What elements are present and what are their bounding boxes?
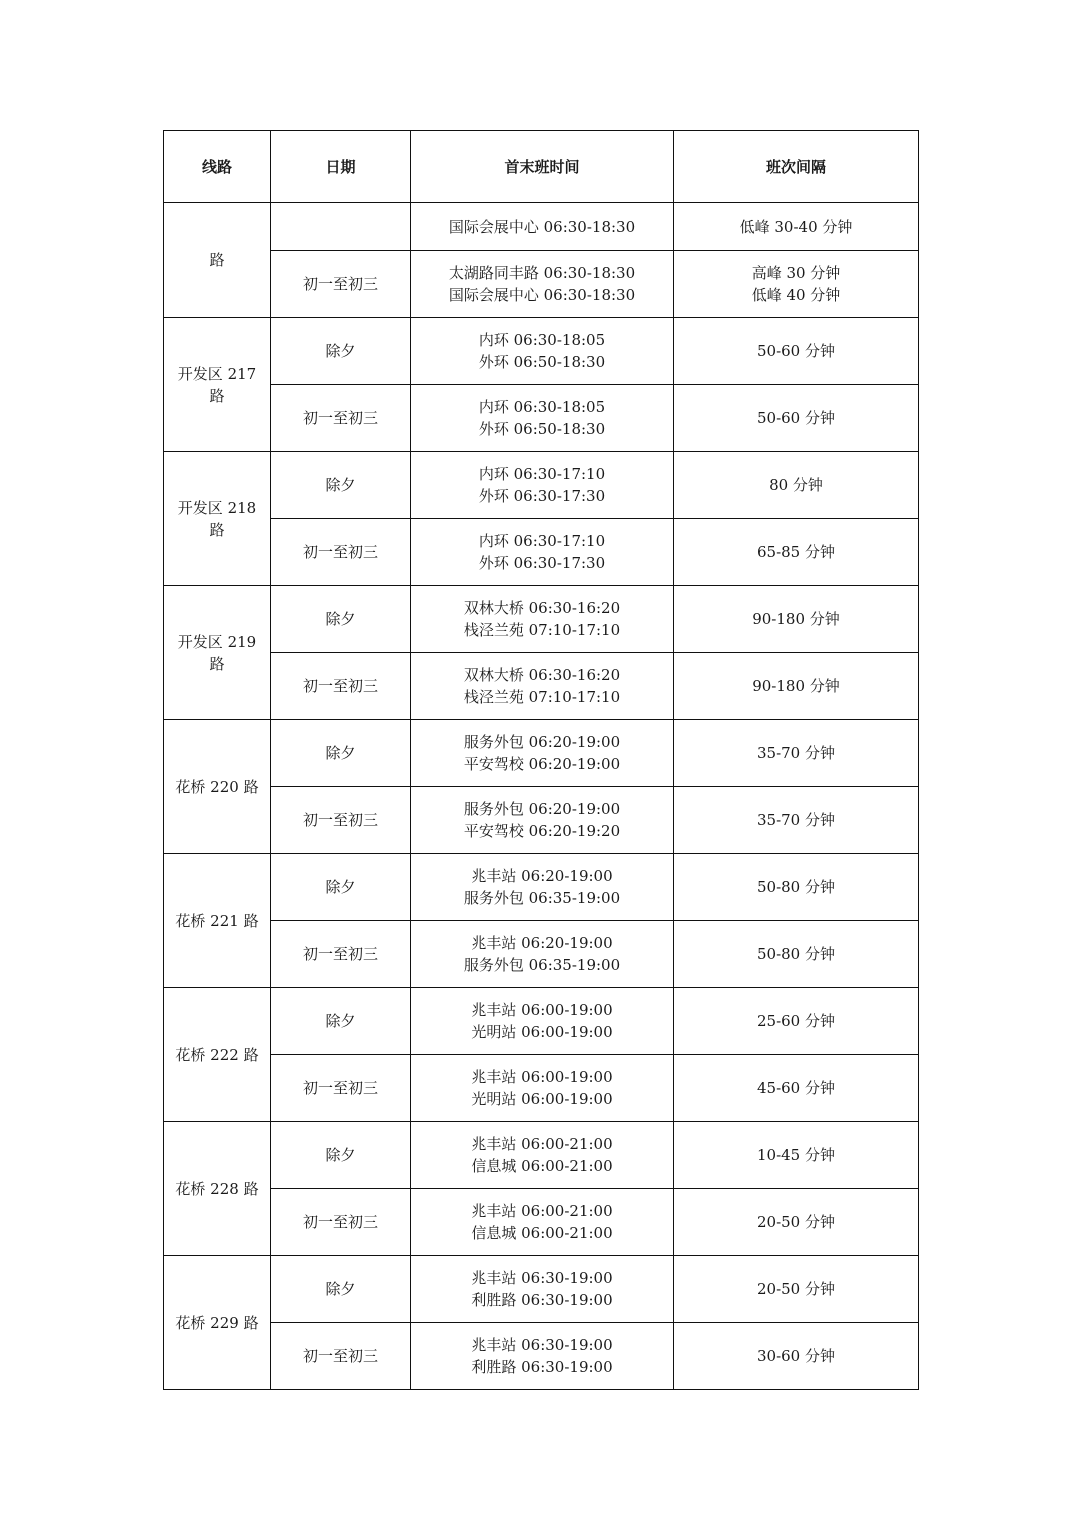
route-cell bbox=[164, 854, 271, 988]
date-cell: 除夕 bbox=[271, 586, 411, 653]
header-date: 日期 bbox=[271, 131, 411, 203]
table-row bbox=[164, 854, 919, 921]
table-row bbox=[164, 988, 919, 1055]
time-cell bbox=[411, 921, 674, 988]
interval-cell: 45-60 分钟 bbox=[674, 1055, 919, 1122]
header-route: 线路 bbox=[164, 131, 271, 203]
time-line: 服务外包 06:20-19:00 bbox=[463, 800, 621, 818]
route-name-line: 路 bbox=[209, 520, 225, 539]
time-line: 外环 06:50-18:30 bbox=[478, 353, 606, 371]
route-name-line: 开发区 217 bbox=[177, 364, 257, 383]
time-line: 光明站 06:00-19:00 bbox=[471, 1090, 613, 1108]
route-name-line: 花桥 220 路 bbox=[175, 777, 259, 796]
time-line: 利胜路 06:30-19:00 bbox=[471, 1291, 613, 1309]
route-cell bbox=[164, 1122, 271, 1256]
time-line: 双林大桥 06:30-16:20 bbox=[463, 599, 621, 617]
table-row bbox=[164, 452, 919, 519]
time-line: 利胜路 06:30-19:00 bbox=[471, 1358, 613, 1376]
table-row bbox=[164, 653, 919, 720]
time-cell bbox=[411, 519, 674, 586]
date-cell: 除夕 bbox=[271, 1256, 411, 1323]
interval-cell: 80 分钟 bbox=[674, 452, 919, 519]
time-line: 兆丰站 06:00-19:00 bbox=[471, 1068, 613, 1086]
interval-line: 低峰 40 分钟 bbox=[751, 286, 841, 304]
date-cell: 除夕 bbox=[271, 452, 411, 519]
route-name-line: 开发区 219 bbox=[177, 632, 257, 651]
time-cell bbox=[411, 854, 674, 921]
interval-cell: 20-50 分钟 bbox=[674, 1256, 919, 1323]
time-line: 兆丰站 06:20-19:00 bbox=[471, 934, 613, 952]
table-row bbox=[164, 720, 919, 787]
time-line: 兆丰站 06:00-21:00 bbox=[471, 1202, 613, 1220]
table-row bbox=[164, 318, 919, 385]
time-cell bbox=[411, 1323, 674, 1390]
time-line: 双林大桥 06:30-16:20 bbox=[463, 666, 621, 684]
table-row bbox=[164, 519, 919, 586]
route-cell: 路 bbox=[164, 203, 271, 318]
date-cell: 初一至初三 bbox=[271, 1055, 411, 1122]
interval-cell: 20-50 分钟 bbox=[674, 1189, 919, 1256]
time-line: 服务外包 06:35-19:00 bbox=[463, 956, 621, 974]
time-cell bbox=[411, 586, 674, 653]
bus-schedule-table bbox=[163, 130, 919, 1390]
interval-cell: 50-60 分钟 bbox=[674, 385, 919, 452]
date-cell: 初一至初三 bbox=[271, 1323, 411, 1390]
time-cell bbox=[411, 1055, 674, 1122]
date-cell: 初一至初三 bbox=[271, 653, 411, 720]
time-line: 信息城 06:00-21:00 bbox=[471, 1224, 613, 1242]
time-line: 内环 06:30-18:05 bbox=[478, 331, 606, 349]
time-line: 服务外包 06:35-19:00 bbox=[463, 889, 621, 907]
time-cell bbox=[411, 318, 674, 385]
time-cell bbox=[411, 1256, 674, 1323]
time-line: 栈泾兰苑 07:10-17:10 bbox=[463, 688, 621, 706]
time-line: 光明站 06:00-19:00 bbox=[471, 1023, 613, 1041]
date-cell: 初一至初三 bbox=[271, 519, 411, 586]
interval-cell: 35-70 分钟 bbox=[674, 787, 919, 854]
table-row bbox=[164, 787, 919, 854]
date-cell: 除夕 bbox=[271, 988, 411, 1055]
time-line: 国际会展中心 06:30-18:30 bbox=[448, 217, 636, 236]
time-cell bbox=[411, 452, 674, 519]
table-row bbox=[164, 251, 919, 318]
interval-line: 低峰 30-40 分钟 bbox=[739, 217, 853, 236]
time-cell bbox=[411, 1189, 674, 1256]
time-line: 太湖路同丰路 06:30-18:30 bbox=[448, 264, 636, 282]
date-cell: 除夕 bbox=[271, 1122, 411, 1189]
route-cell bbox=[164, 1256, 271, 1390]
interval-cell: 25-60 分钟 bbox=[674, 988, 919, 1055]
route-cell bbox=[164, 720, 271, 854]
time-line: 兆丰站 06:20-19:00 bbox=[471, 867, 613, 885]
table-row bbox=[164, 385, 919, 452]
header-time: 首末班时间 bbox=[411, 131, 674, 203]
route-cell bbox=[164, 318, 271, 452]
date-cell: 初一至初三 bbox=[271, 251, 411, 318]
time-line: 信息城 06:00-21:00 bbox=[471, 1157, 613, 1175]
time-cell bbox=[411, 787, 674, 854]
route-name-line: 路 bbox=[209, 654, 225, 673]
table-row bbox=[164, 586, 919, 653]
interval-cell: 90-180 分钟 bbox=[674, 653, 919, 720]
time-cell bbox=[411, 720, 674, 787]
time-line: 栈泾兰苑 07:10-17:10 bbox=[463, 621, 621, 639]
time-line: 外环 06:30-17:30 bbox=[478, 554, 606, 572]
time-line: 平安驾校 06:20-19:00 bbox=[463, 755, 621, 773]
route-name-line: 花桥 222 路 bbox=[175, 1045, 259, 1064]
table-row bbox=[164, 1189, 919, 1256]
date-cell: 除夕 bbox=[271, 720, 411, 787]
time-cell bbox=[411, 653, 674, 720]
interval-cell bbox=[674, 203, 919, 251]
interval-cell: 35-70 分钟 bbox=[674, 720, 919, 787]
interval-cell: 30-60 分钟 bbox=[674, 1323, 919, 1390]
date-cell: 初一至初三 bbox=[271, 787, 411, 854]
time-line: 平安驾校 06:20-19:20 bbox=[463, 822, 621, 840]
time-line: 内环 06:30-18:05 bbox=[478, 398, 606, 416]
route-name-line: 花桥 221 路 bbox=[175, 911, 259, 930]
date-cell: 除夕 bbox=[271, 854, 411, 921]
table-row bbox=[164, 1323, 919, 1390]
time-line: 国际会展中心 06:30-18:30 bbox=[448, 286, 636, 304]
time-line: 外环 06:30-17:30 bbox=[478, 487, 606, 505]
date-cell: 初一至初三 bbox=[271, 385, 411, 452]
table-row bbox=[164, 1122, 919, 1189]
route-name-line: 花桥 228 路 bbox=[175, 1179, 259, 1198]
time-cell bbox=[411, 203, 674, 251]
table-row bbox=[164, 203, 919, 251]
table-row bbox=[164, 1256, 919, 1323]
time-cell bbox=[411, 988, 674, 1055]
time-line: 服务外包 06:20-19:00 bbox=[463, 733, 621, 751]
table-row bbox=[164, 1055, 919, 1122]
date-cell: 初一至初三 bbox=[271, 1189, 411, 1256]
time-line: 兆丰站 06:00-21:00 bbox=[471, 1135, 613, 1153]
table-row bbox=[164, 921, 919, 988]
time-cell bbox=[411, 251, 674, 318]
time-line: 内环 06:30-17:10 bbox=[478, 465, 606, 483]
date-cell bbox=[271, 203, 411, 251]
time-line: 兆丰站 06:30-19:00 bbox=[471, 1336, 613, 1354]
time-line: 内环 06:30-17:10 bbox=[478, 532, 606, 550]
interval-cell: 50-80 分钟 bbox=[674, 854, 919, 921]
date-cell: 除夕 bbox=[271, 318, 411, 385]
time-line: 外环 06:50-18:30 bbox=[478, 420, 606, 438]
time-line: 兆丰站 06:30-19:00 bbox=[471, 1269, 613, 1287]
table-header-row bbox=[164, 131, 919, 203]
time-cell bbox=[411, 385, 674, 452]
route-name-line: 开发区 218 bbox=[177, 498, 257, 517]
route-cell bbox=[164, 988, 271, 1122]
interval-line: 高峰 30 分钟 bbox=[751, 264, 841, 282]
interval-cell: 10-45 分钟 bbox=[674, 1122, 919, 1189]
interval-cell: 90-180 分钟 bbox=[674, 586, 919, 653]
date-cell: 初一至初三 bbox=[271, 921, 411, 988]
route-cell bbox=[164, 586, 271, 720]
time-line: 兆丰站 06:00-19:00 bbox=[471, 1001, 613, 1019]
interval-cell bbox=[674, 251, 919, 318]
route-name-line: 花桥 229 路 bbox=[175, 1313, 259, 1332]
route-cell bbox=[164, 452, 271, 586]
interval-cell: 65-85 分钟 bbox=[674, 519, 919, 586]
header-interval: 班次间隔 bbox=[674, 131, 919, 203]
time-cell bbox=[411, 1122, 674, 1189]
route-name-line: 路 bbox=[209, 386, 225, 405]
interval-cell: 50-60 分钟 bbox=[674, 318, 919, 385]
interval-cell: 50-80 分钟 bbox=[674, 921, 919, 988]
